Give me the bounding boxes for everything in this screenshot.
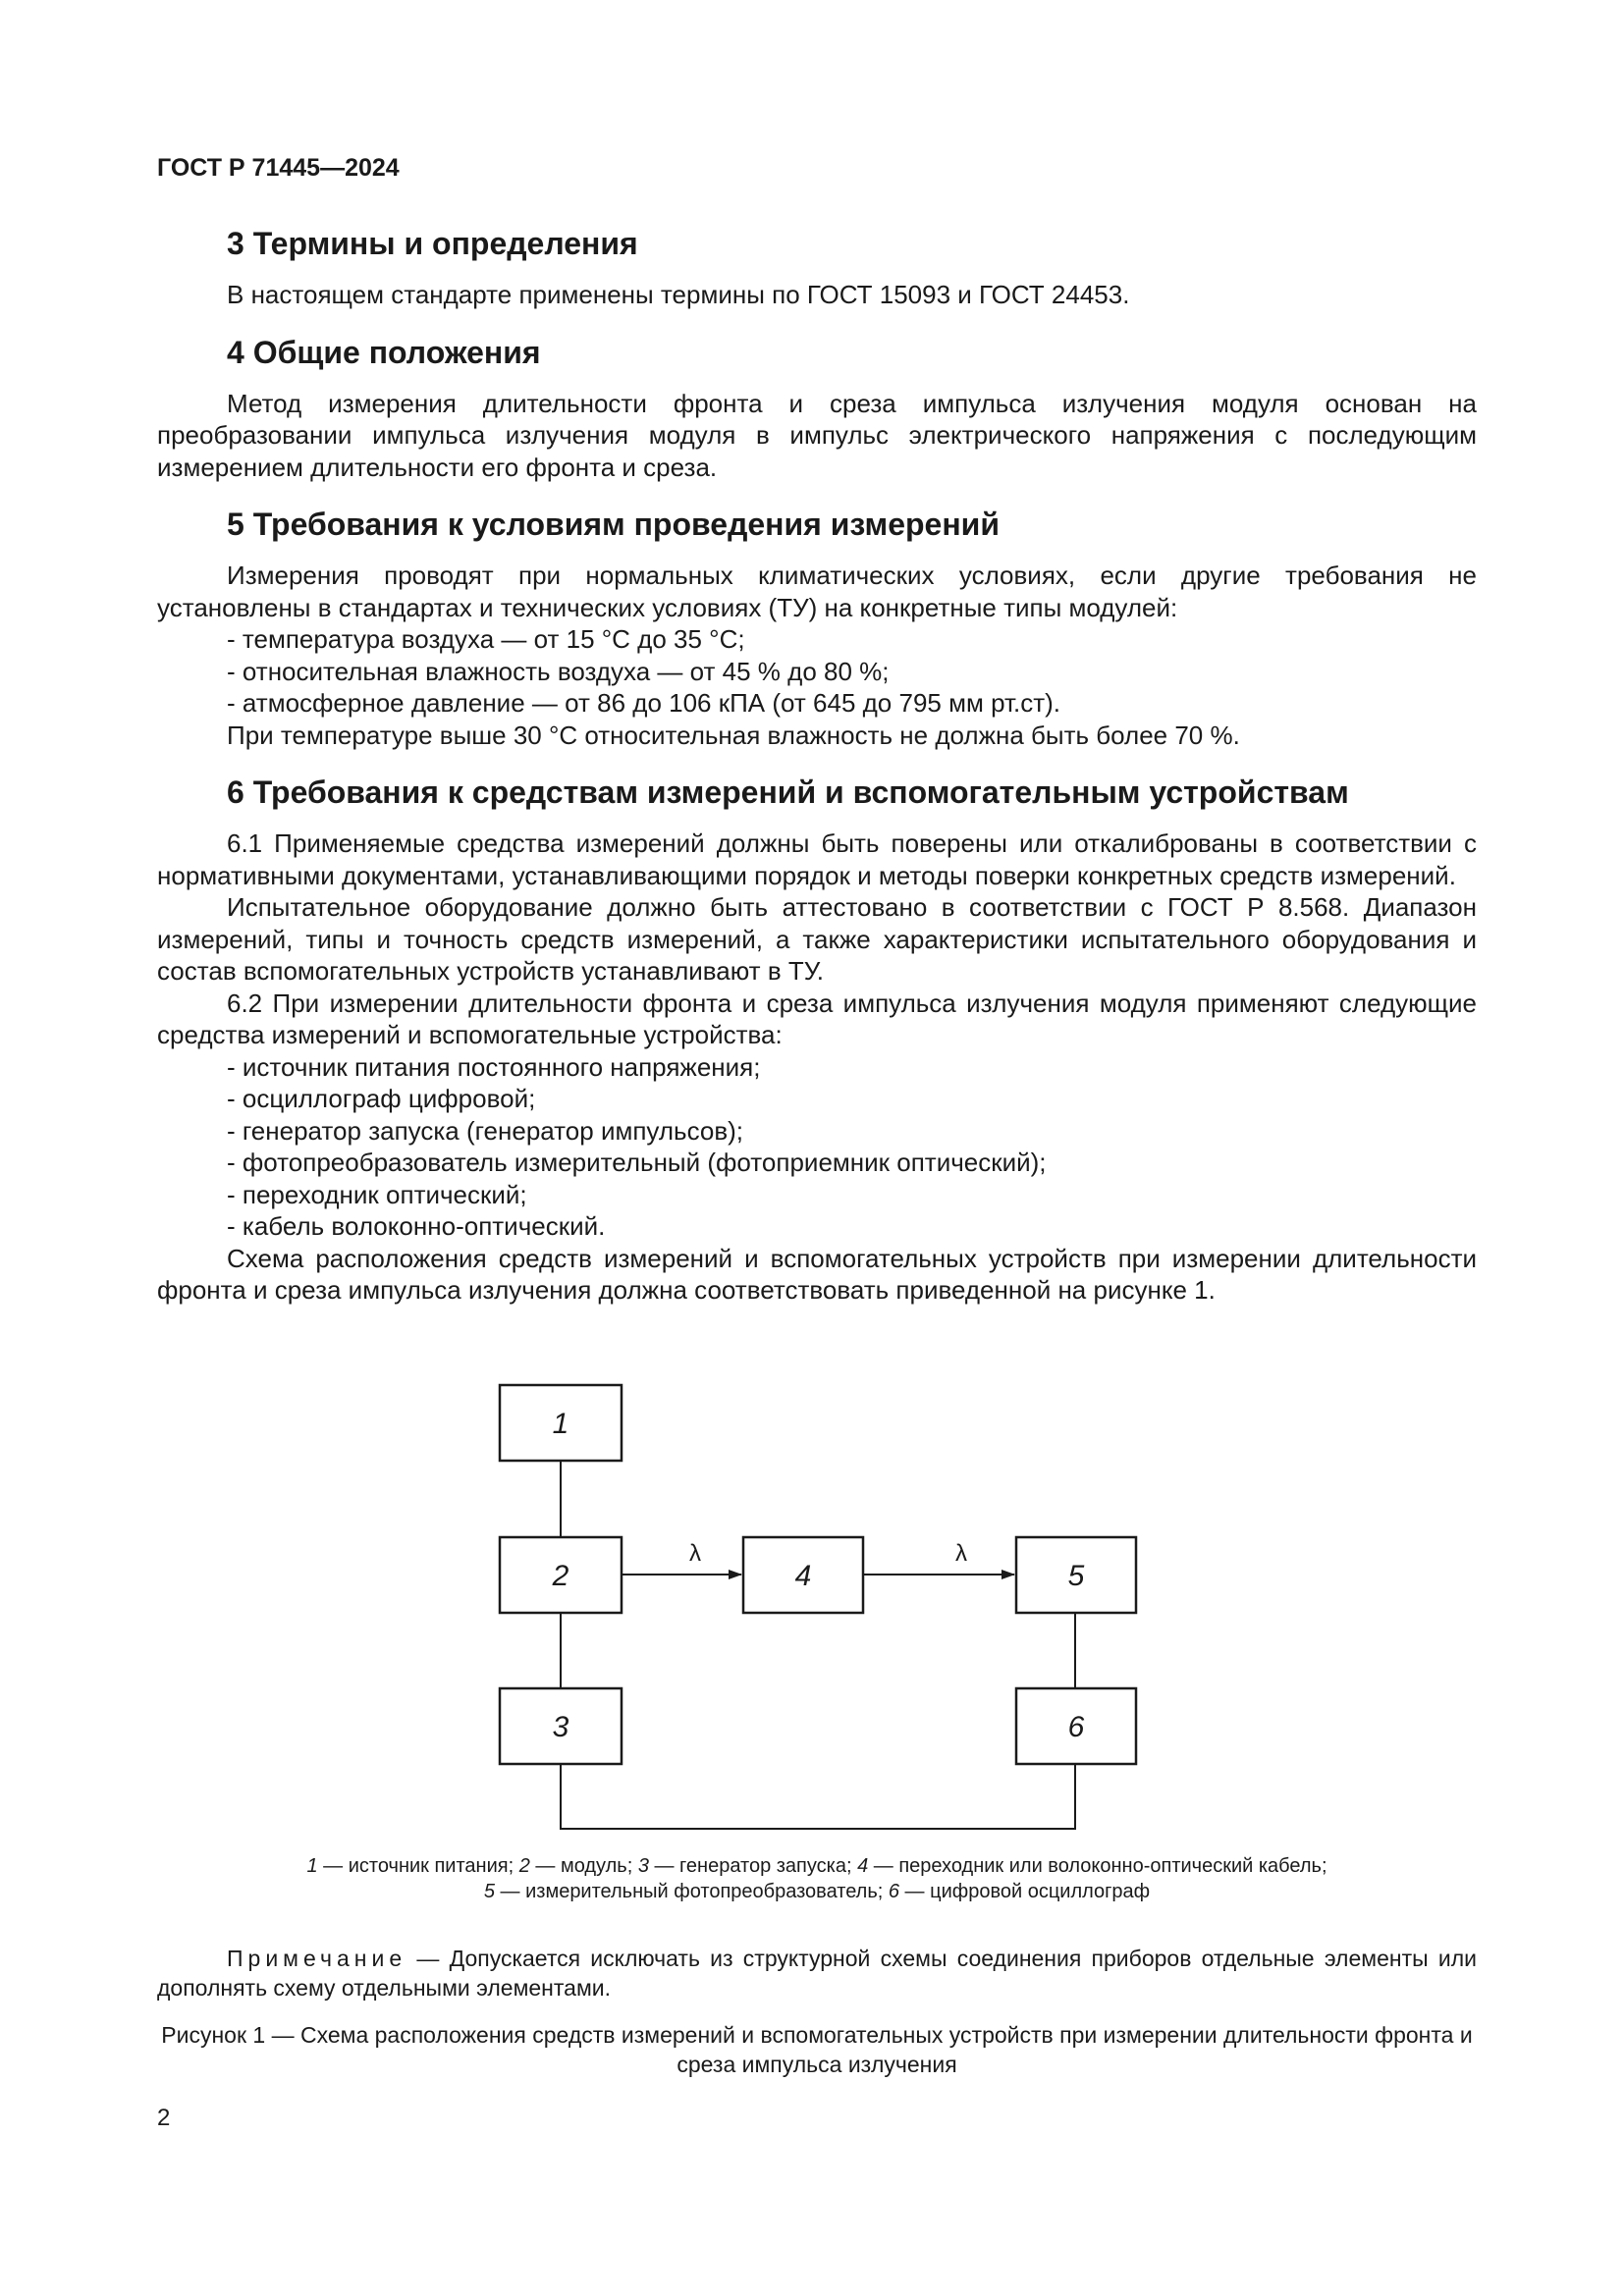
paragraph: Испытательное оборудование должно быть аттестовано в соответствии с ГОСТ Р 8.568. Диапазон измерений, типы и точность средств измерений, а также характеристики испытательного оборудования и состав вспомогательных устройств устанавливают в ТУ. bbox=[157, 892, 1477, 986]
note-text: — Допускается исключать из структурной схемы соединения приборов отдельные элементы или дополнять схему отдельными элементами. bbox=[157, 1946, 1477, 2001]
legend-text-4: — переходник или волоконно-оптический кабель; bbox=[868, 1855, 1327, 1877]
figure-title: Рисунок 1 — Схема расположения средств измерений и вспомогательных устройств при измерении длительности фронта и среза импульса излучения bbox=[161, 2022, 1473, 2077]
legend-num-4: 4 bbox=[857, 1855, 869, 1877]
paragraph: Метод измерения длительности фронта и среза импульса излучения модуля основан на преобразовании импульса излучения модуля в импульс электрического напряжения с последующим измерением длительности его фронта и среза. bbox=[157, 388, 1477, 482]
list-item: - кабель волоконно-оптический. bbox=[227, 1210, 1477, 1243]
list-item: - осциллограф цифровой; bbox=[227, 1083, 1477, 1115]
box-label-3: 3 bbox=[552, 1711, 569, 1743]
legend-text-1: — источник питания; bbox=[317, 1855, 519, 1877]
lambda-label-2: λ bbox=[955, 1540, 967, 1567]
section-title: 3 Термины и определения bbox=[227, 226, 638, 261]
legend-text-3: — генератор запуска; bbox=[648, 1855, 858, 1877]
section-title: 4 Общие положения bbox=[227, 334, 541, 370]
section-title: 6 Требования к средствам измерений и вспомогательным устройствам bbox=[227, 774, 1349, 810]
figure-note bbox=[157, 1944, 1477, 2002]
paragraph: Схема расположения средств измерений и вспомогательных устройств при измерении длительности фронта и среза импульса излучения должна соответствовать приведенной на рисунке 1. bbox=[157, 1243, 1477, 1305]
box-label-5: 5 bbox=[1067, 1560, 1085, 1592]
legend-text-6: — цифровой осциллограф bbox=[899, 1881, 1151, 1902]
legend-text-2: — модуль; bbox=[529, 1855, 638, 1877]
paragraph: При температуре выше 30 °С относительная влажность не должна быть более 70 %. bbox=[227, 720, 1240, 750]
legend-num-5: 5 bbox=[483, 1881, 495, 1902]
box-label-1: 1 bbox=[552, 1408, 569, 1440]
list-item: - переходник оптический; bbox=[227, 1179, 1477, 1211]
page-number: 2 bbox=[157, 2105, 171, 2131]
legend-num-1: 1 bbox=[306, 1855, 318, 1877]
figure-legend bbox=[157, 1853, 1477, 1904]
list-item: - фотопреобразователь измерительный (фотоприемник оптический); bbox=[227, 1147, 1477, 1179]
paragraph: Измерения проводят при нормальных климатических условиях, если другие требования не установлены в стандартах и технических условиях (ТУ) на конкретные типы модулей: bbox=[157, 561, 1477, 622]
list-item: - температура воздуха — от 15 °С до 35 °С; bbox=[227, 623, 1477, 656]
legend-text-5: — измерительный фотопреобразователь; bbox=[494, 1881, 889, 1902]
note-label: Примечание bbox=[227, 1946, 407, 1971]
line-3-6 bbox=[561, 1764, 1075, 1829]
box-label-6: 6 bbox=[1067, 1711, 1085, 1743]
paragraph: В настоящем стандарте применены термины по ГОСТ 15093 и ГОСТ 24453. bbox=[227, 280, 1130, 309]
section-title: 5 Требования к условиям проведения измерений bbox=[227, 507, 1000, 542]
paragraph: 6.1 Применяемые средства измерений должны быть поверены или откалиброваны в соответствии с нормативными документами, устанавливающими порядок и методы поверки конкретных средств измерений. bbox=[157, 828, 1477, 890]
list-item: - атмосферное давление — от 86 до 106 кПА (от 645 до 795 мм рт.ст). bbox=[227, 687, 1477, 720]
legend-num-6: 6 bbox=[888, 1881, 899, 1902]
list-item: - источник питания постоянного напряжения; bbox=[227, 1051, 1477, 1084]
box-label-2: 2 bbox=[552, 1560, 569, 1592]
box-label-4: 4 bbox=[794, 1560, 812, 1592]
list-item: - генератор запуска (генератор импульсов); bbox=[227, 1115, 1477, 1148]
paragraph: 6.2 При измерении длительности фронта и среза импульса излучения модуля применяют следующие средства измерений и вспомогательные устройства: bbox=[157, 988, 1477, 1049]
legend-num-3: 3 bbox=[637, 1855, 649, 1877]
legend-num-2: 2 bbox=[518, 1855, 530, 1877]
standard-header: ГОСТ Р 71445—2024 bbox=[157, 154, 400, 182]
lambda-label-1: λ bbox=[689, 1540, 701, 1567]
list-item: - относительная влажность воздуха — от 45 % до 80 %; bbox=[227, 656, 1477, 688]
